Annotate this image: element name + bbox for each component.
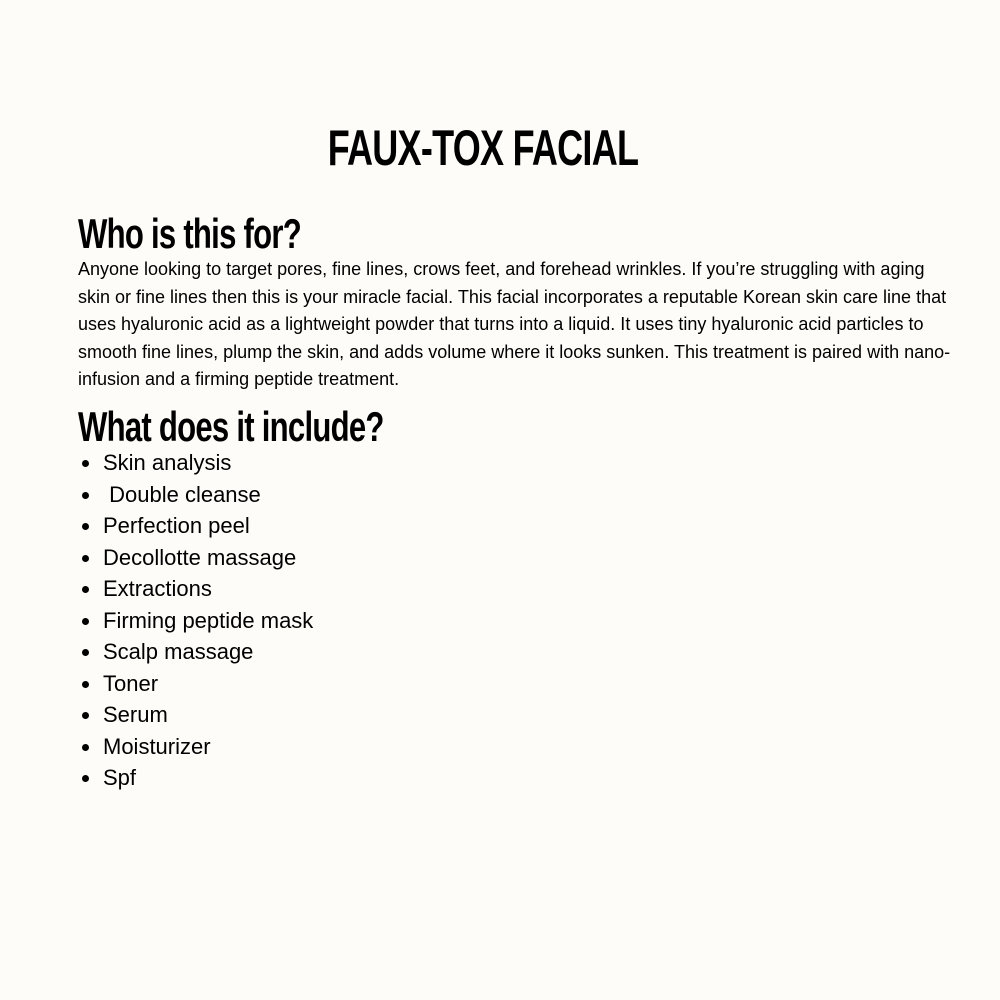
bullet-icon — [82, 555, 89, 562]
list-item-label: Moisturizer — [103, 733, 211, 759]
list-item-label: Toner — [103, 670, 159, 696]
list-item — [78, 762, 313, 794]
list-item-label: Double cleanse — [103, 481, 261, 507]
list-item-label: Extractions — [103, 576, 212, 601]
list-item — [78, 573, 313, 605]
list-item — [78, 510, 313, 542]
list-item — [78, 605, 313, 637]
list-item — [78, 447, 313, 479]
who-heading: Who is this for? — [78, 210, 301, 257]
bullet-icon — [82, 649, 89, 656]
bullet-icon — [82, 460, 89, 467]
bullet-icon — [82, 492, 89, 499]
bullet-icon — [82, 744, 89, 751]
list-item — [78, 668, 313, 700]
bullet-icon — [82, 712, 89, 719]
bullet-icon — [82, 523, 89, 530]
bullet-icon — [82, 586, 89, 593]
list-item-label: Scalp massage — [103, 639, 254, 664]
list-item-label: Spf — [103, 765, 137, 790]
bullet-icon — [82, 775, 89, 782]
list-item — [78, 699, 313, 731]
list-item-label: Skin analysis — [103, 450, 232, 475]
list-item — [78, 542, 313, 574]
includes-list — [78, 447, 313, 794]
list-item — [78, 479, 313, 511]
who-description: Anyone looking to target pores, fine lines, crows feet, and forehead wrinkles. If you’re struggling with aging skin or fine lines then this is your miracle facial. This facial incorporates a reputable Korean skin care line that uses hyaluronic acid as a lightweight powder that turns into a liquid. It uses tiny hyaluronic acid particles to smooth fine lines, plump the skin, and adds volume where it looks sunken. This treatment is paired with nano-infusion and a firming peptide treatment. — [78, 259, 951, 389]
bullet-icon — [82, 618, 89, 625]
list-item-label: Serum — [103, 702, 168, 727]
what-heading: What does it include? — [78, 403, 384, 450]
list-item-label: Perfection peel — [103, 513, 250, 538]
list-item-label: Firming peptide mask — [103, 607, 314, 633]
bullet-icon — [82, 681, 89, 688]
list-item — [78, 731, 313, 763]
list-item — [78, 636, 313, 668]
list-item-label: Decollotte massage — [103, 544, 297, 570]
page-title: FAUX-TOX FACIAL — [327, 120, 639, 176]
